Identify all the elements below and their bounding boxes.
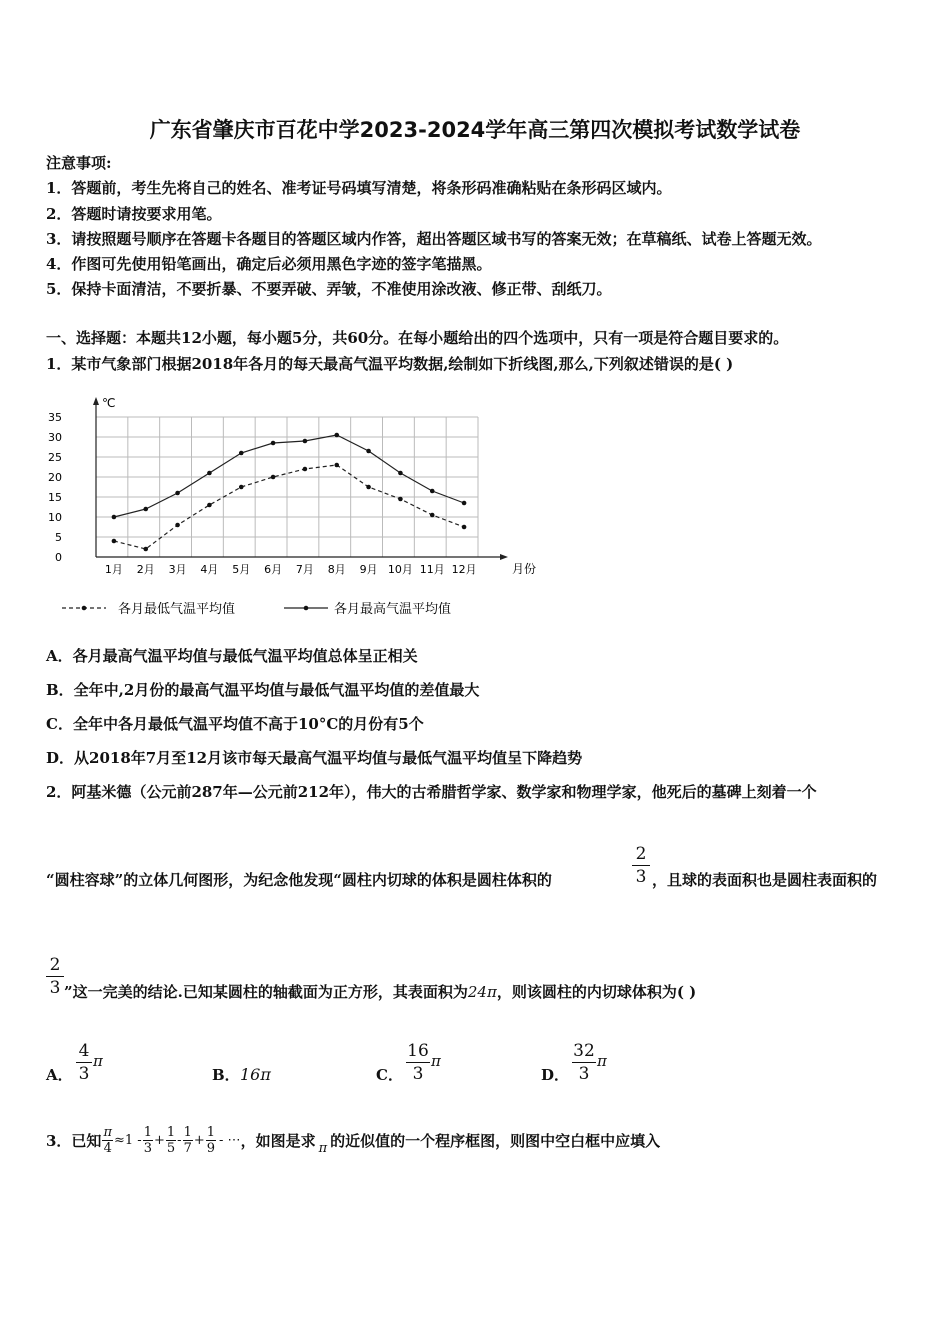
fraction-denominator: 3 — [578, 1064, 590, 1084]
x-tick-label: 2月 — [136, 563, 155, 576]
option-a-fraction — [76, 1040, 92, 1085]
question-2-line-2a: “圆柱容球”的立体几何图形，为纪念他发现“圆柱内切球的体积是圆柱体积的 — [46, 871, 552, 889]
question-2-option-b[interactable]: B． — [212, 1066, 240, 1084]
data-point — [398, 471, 403, 476]
notice-item: 3．请按照题号顺序在答题卡各题目的答题区域内作答，超出答题区域书写的答案无效；在草稿纸、试卷上答题无效。 — [46, 230, 822, 248]
notice-heading: 注意事项: — [46, 154, 112, 172]
legend-marker — [304, 606, 309, 611]
x-tick-label: 5月 — [232, 563, 251, 576]
question-2-line-3a: ”这一完美的结论.已知某圆柱的轴截面为正方形，其表面积为 — [64, 983, 468, 1001]
data-point — [175, 491, 180, 496]
question-1-option-d[interactable]: D．从2018年7月至12月该市每天最高气温平均值与最低气温平均值呈下降趋势 — [46, 749, 583, 767]
fraction-denominator: 5 — [166, 1141, 176, 1156]
fraction-denominator: 3 — [78, 1064, 90, 1084]
series-sign: - — [177, 1133, 182, 1148]
data-point — [239, 451, 244, 456]
option-d-fraction — [572, 1040, 596, 1085]
legend-label-low: 各月最低气温平均值 — [118, 602, 236, 617]
fraction-numerator: 1 — [166, 1125, 176, 1140]
x-tick-label: 11月 — [419, 563, 445, 576]
legend-marker — [82, 606, 87, 611]
notice-item: 4．作图可先使用铅笔画出，确定后必须用黑色字迹的签字笔描黑。 — [46, 255, 492, 273]
y-tick-label: 10 — [48, 511, 62, 524]
y-tick-label: 35 — [48, 411, 62, 424]
pi-symbol: π — [93, 1052, 103, 1070]
x-tick-label: 7月 — [295, 563, 314, 576]
data-point — [303, 467, 308, 472]
x-tick-label: 1月 — [104, 563, 123, 576]
x-tick-label: 12月 — [451, 563, 477, 576]
fraction-denominator: 9 — [206, 1141, 216, 1156]
chart-grid — [96, 417, 478, 557]
notice-item: 5．保持卡面清洁，不要折暴、不要弄破、弄皱，不准使用涂改液、修正带、刮纸刀。 — [46, 280, 612, 298]
fraction-denominator: 3 — [635, 867, 647, 887]
question-2-option-d[interactable]: D． — [541, 1066, 570, 1084]
x-tick-label: 6月 — [264, 563, 283, 576]
question-1-option-b[interactable]: B．全年中,2月份的最高气温平均值与最低气温平均值的差值最大 — [46, 681, 480, 699]
series-term-fraction — [166, 1125, 176, 1156]
fraction-numerator: 2 — [632, 843, 650, 866]
question-3-end: 的近似值的一个程序框图，则图中空白框中应填入 — [330, 1132, 661, 1150]
data-point — [271, 475, 276, 480]
question-2-line-3 — [64, 981, 696, 1002]
question-1-option-a[interactable]: A．各月最高气温平均值与最低气温平均值总体呈正相关 — [46, 647, 418, 665]
data-point — [175, 523, 180, 528]
fraction-numerator: 32 — [573, 1041, 595, 1061]
section-heading: 一、选择题：本题共12小题，每小题5分，共60分。在每小题给出的四个选项中，只有一项是符合题目要求的。 — [46, 329, 789, 347]
series-sign: + — [153, 1133, 165, 1148]
x-tick-label: 9月 — [359, 563, 378, 576]
question-2-option-c[interactable]: C． — [376, 1066, 403, 1084]
data-point — [239, 485, 244, 490]
low-temperature-line — [114, 465, 464, 549]
x-axis-unit-label: 月份 — [512, 562, 537, 576]
pi-over-four — [102, 1125, 113, 1156]
question-2-option-a[interactable]: A． — [46, 1066, 73, 1084]
fraction-two-thirds — [46, 954, 64, 999]
data-point — [112, 515, 117, 520]
data-point — [271, 441, 276, 446]
surface-area-expr: 24π — [467, 983, 497, 1001]
pi-symbol: π — [597, 1052, 607, 1070]
fraction-numerator: 1 — [143, 1125, 152, 1140]
data-point — [334, 463, 339, 468]
page-title: 广东省肇庆市百花中学2023-2024学年高三第四次模拟考试数学试卷 — [149, 118, 801, 142]
notice-item: 2．答题时请按要求用笔。 — [46, 205, 222, 223]
data-point — [430, 513, 435, 518]
question-2-line-1: 2．阿基米德（公元前287年—公元前212年），伟大的古希腊哲学家、数学家和物理学家，他死后的墓碑上刻着一个 — [46, 783, 817, 801]
y-tick-label: 5 — [55, 531, 62, 544]
data-point — [398, 497, 403, 502]
fraction-denominator: 7 — [183, 1141, 192, 1156]
data-point — [112, 539, 117, 544]
pi-symbol: π — [431, 1052, 441, 1070]
question-3-stem — [46, 1125, 660, 1156]
approx-sign: ≈1 - — [113, 1133, 142, 1148]
data-point — [462, 525, 467, 530]
question-2-line-2b: ，且球的表面积也是圆柱表面积的 — [652, 871, 878, 889]
x-tick-label: 4月 — [200, 563, 219, 576]
fraction-denominator: 3 — [412, 1064, 424, 1084]
fraction-numerator: 1 — [206, 1125, 216, 1140]
data-point — [303, 439, 308, 444]
y-axis-unit-label: ℃ — [102, 396, 116, 410]
x-tick-label: 10月 — [387, 563, 413, 576]
data-point — [462, 501, 467, 506]
question-2-line-3b: ，则该圆柱的内切球体积为( ) — [496, 983, 697, 1001]
fraction-numerator: 16 — [407, 1041, 429, 1061]
data-point — [366, 485, 371, 490]
data-point — [207, 471, 212, 476]
data-point — [334, 433, 339, 438]
series-tail: - ⋯ — [219, 1133, 241, 1148]
question-3-mid: ，如图是求 — [240, 1132, 316, 1150]
series-term-fraction — [206, 1125, 216, 1156]
data-point — [143, 507, 148, 512]
x-axis-arrow — [500, 554, 508, 560]
x-tick-label: 8月 — [327, 563, 346, 576]
y-axis-arrow — [93, 397, 99, 405]
y-tick-label: 30 — [48, 431, 62, 444]
series-term-fraction — [143, 1125, 153, 1156]
option-c-fraction — [406, 1040, 430, 1085]
fraction-numerator: 1 — [183, 1125, 192, 1140]
question-1-option-c[interactable]: C．全年中各月最低气温平均值不高于10°C的月份有5个 — [46, 715, 424, 733]
temperature-line-chart — [40, 393, 537, 623]
legend-label-high: 各月最高气温平均值 — [334, 602, 452, 617]
fraction-denominator: 3 — [143, 1141, 152, 1156]
x-tick-label: 3月 — [168, 563, 187, 576]
fraction-numerator: 4 — [76, 1040, 92, 1063]
pi-symbol: π — [318, 1141, 328, 1156]
fraction-denominator: 3 — [49, 978, 61, 998]
data-point — [143, 547, 148, 552]
fraction-two-thirds — [632, 843, 650, 888]
fraction-numerator: π — [103, 1125, 112, 1140]
y-tick-label: 20 — [48, 471, 62, 484]
question-3-prefix: 3．已知 — [46, 1132, 102, 1150]
data-point — [430, 489, 435, 494]
y-tick-label: 15 — [48, 491, 62, 504]
series-term-fraction — [183, 1125, 193, 1156]
option-b-value: 16π — [240, 1065, 271, 1084]
series-sign: + — [193, 1133, 205, 1148]
fraction-numerator: 2 — [46, 954, 64, 977]
question-1-stem: 1．某市气象部门根据2018年各月的每天最高气温平均数据,绘制如下折线图,那么,下列叙述错误的是( ) — [46, 355, 734, 373]
y-tick-label: 25 — [48, 451, 62, 464]
data-point — [366, 449, 371, 454]
data-point — [207, 503, 212, 508]
y-tick-label: 0 — [55, 551, 62, 564]
notice-item: 1．答题前，考生先将自己的姓名、准考证号码填写清楚，将条形码准确粘贴在条形码区域内。 — [46, 179, 672, 197]
fraction-denominator: 4 — [103, 1141, 112, 1156]
